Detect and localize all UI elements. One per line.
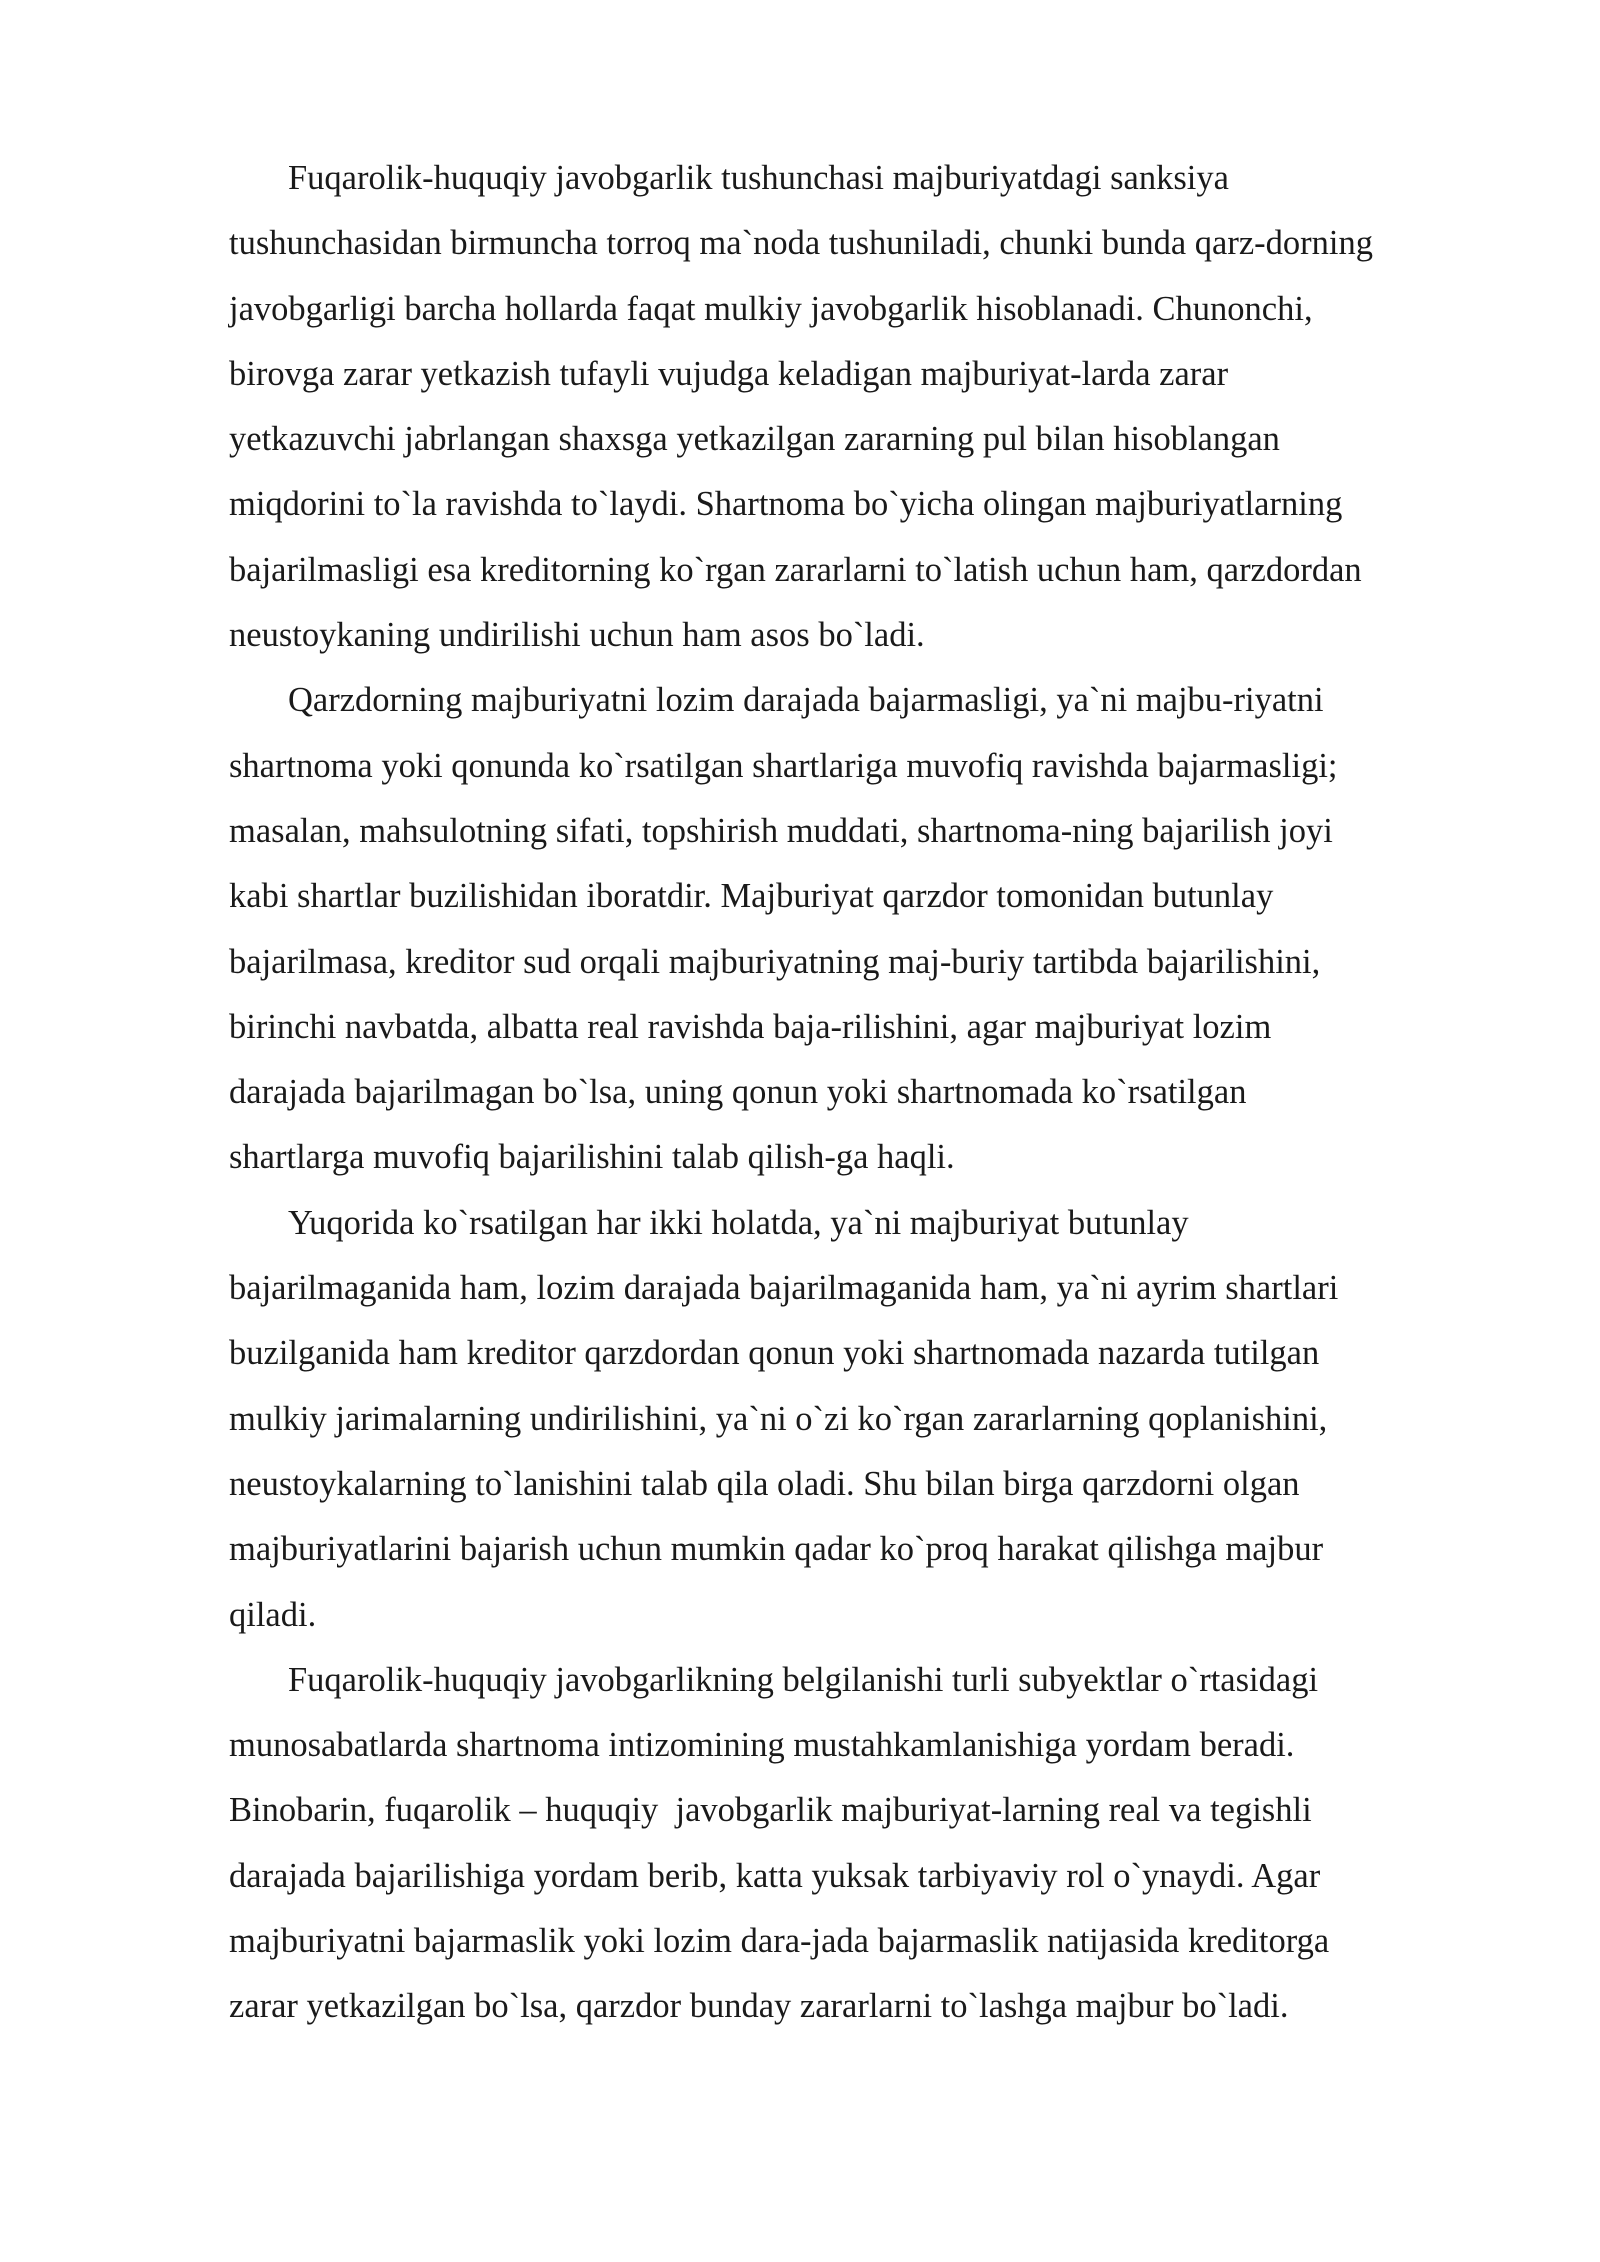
text-line: bajarilmaganida ham, lozim darajada bajarilmaganida ham, ya`ni ayrim shartlari (229, 1269, 1339, 1308)
text-line: bajarilmasligi esa kreditorning ko`rgan zararlarni to`latish uchun ham, qarzdordan (229, 550, 1362, 589)
text-line: majburiyatlarini bajarish uchun mumkin qadar ko`proq harakat qilishga majbur (229, 1530, 1324, 1569)
text-line: Yuqorida ko`rsatilgan har ikki holatda, ya`ni majburiyat butunlay (288, 1203, 1189, 1242)
text-line: tushunchasidan birmuncha torroq ma`noda tushuniladi, chunki bunda qarz-dorning (229, 224, 1373, 263)
text-line: shartlarga muvofiq bajarilishini talab qilish-ga haqli. (229, 1138, 955, 1177)
text-line: majburiyatni bajarmaslik yoki lozim dara-jada bajarmaslik natijasida kreditorga (229, 1922, 1330, 1961)
text-line: mulkiy jarimalarning undirilishini, ya`ni o`zi ko`rgan zararlarning qoplanishini, (229, 1399, 1328, 1438)
text-line: darajada bajarilmagan bo`lsa, uning qonun yoki shartnomada ko`rsatilgan (229, 1073, 1247, 1112)
text-line: qiladi. (229, 1595, 317, 1634)
text-line: shartnoma yoki qonunda ko`rsatilgan shartlariga muvofiq ravishda bajarmasligi; (229, 746, 1338, 785)
text-line: Fuqarolik-huquqiy javobgarlik tushunchasi majburiyatdagi sanksiya (288, 159, 1229, 197)
text-line: Binobarin, fuqarolik – huquqiy javobgarlik majburiyat-larning real va tegishli (229, 1791, 1312, 1830)
text-line: neustoykalarning to`lanishini talab qila oladi. Shu bilan birga qarzdorni olgan (229, 1464, 1300, 1503)
paragraph-4 (229, 1648, 1529, 2040)
text-line: darajada bajarilishiga yordam berib, katta yuksak tarbiyaviy rol o`ynaydi. Agar (229, 1856, 1321, 1895)
text-line: Fuqarolik-huquqiy javobgarlikning belgilanishi turli subyektlar o`rtasidagi (288, 1660, 1319, 1699)
text-line: buzilganida ham kreditor qarzdordan qonun yoki shartnomada nazarda tutilgan (229, 1334, 1320, 1373)
text-line: birovga zarar yetkazish tufayli vujudga keladigan majburiyat-larda zarar (229, 354, 1229, 393)
document-page (229, 146, 1529, 2040)
text-line: munosabatlarda shartnoma intizomining mustahkamlanishiga yordam beradi. (229, 1726, 1295, 1765)
paragraph-1 (229, 146, 1529, 668)
text-line: neustoykaning undirilishi uchun ham asos bo`ladi. (229, 616, 925, 655)
text-line: Qarzdorning majburiyatni lozim darajada bajarmasligi, ya`ni majbu-riyatni (288, 681, 1324, 720)
text-line: bajarilmasa, kreditor sud orqali majburiyatning maj-buriy tartibda bajarilishini, (229, 942, 1321, 981)
text-line: yetkazuvchi jabrlangan shaxsga yetkazilgan zararning pul bilan hisoblangan (229, 420, 1280, 459)
text-line: masalan, mahsulotning sifati, topshirish muddati, shartnoma-ning bajarilish joyi (229, 811, 1333, 850)
text-line: kabi shartlar buzilishidan iboratdir. Majburiyat qarzdor tomonidan butunlay (229, 877, 1274, 916)
text-line: javobgarligi barcha hollarda faqat mulkiy javobgarlik hisoblanadi. Chunonchi, (229, 289, 1313, 328)
paragraph-2 (229, 668, 1529, 1190)
paragraph-3 (229, 1191, 1529, 1648)
text-line: birinchi navbatda, albatta real ravishda baja-rilishini, agar majburiyat lozim (229, 1007, 1272, 1046)
text-line: zarar yetkazilgan bo`lsa, qarzdor bunday zararlarni to`lashga majbur bo`ladi. (229, 1987, 1289, 2026)
text-line: miqdorini to`la ravishda to`laydi. Shartnoma bo`yicha olingan majburiyatlarning (229, 485, 1343, 524)
